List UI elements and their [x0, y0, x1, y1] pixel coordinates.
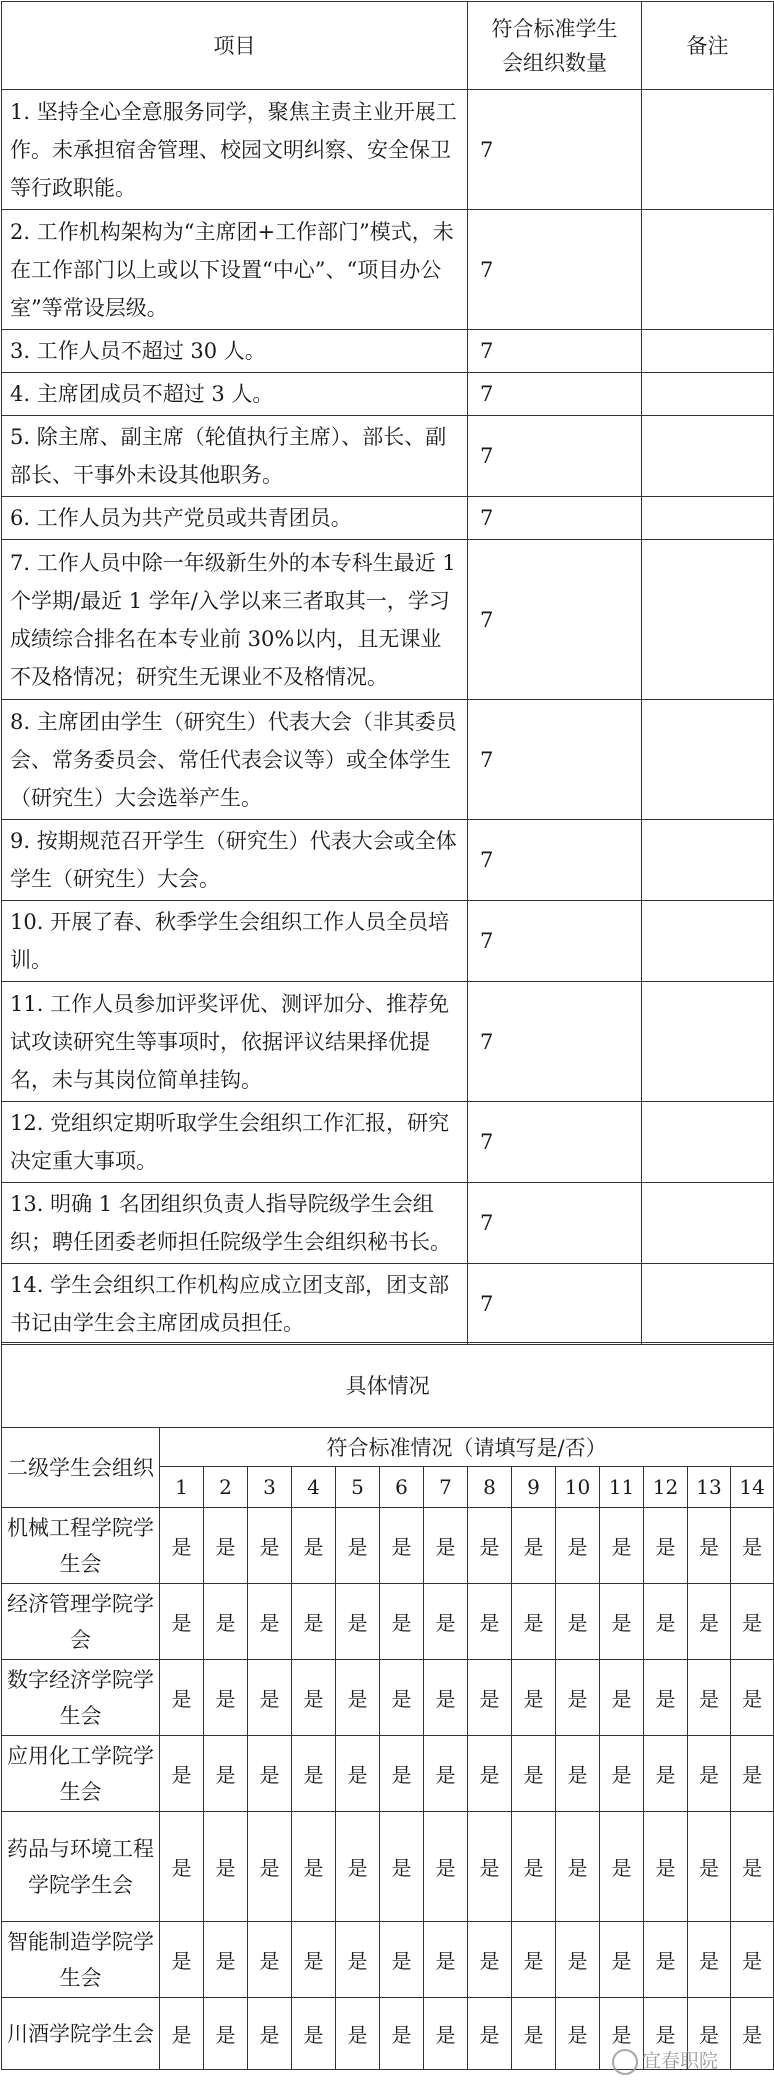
item-note: [642, 416, 774, 497]
org-name: 经济管理学院学会: [2, 1584, 160, 1660]
item-count: 7: [468, 373, 642, 416]
criterion-value: 是: [424, 1508, 468, 1584]
criterion-value: 是: [336, 1812, 380, 1922]
criterion-value: 是: [644, 1660, 688, 1736]
criterion-value: 是: [556, 1736, 600, 1812]
criterion-value: 是: [292, 1584, 336, 1660]
item-text: 13. 明确 1 名团组织负责人指导院级学生会组织；聘任团委老师担任院级学生会组织秘书长。: [2, 1183, 468, 1264]
criterion-value: 是: [556, 1812, 600, 1922]
criterion-value: 是: [600, 1508, 644, 1584]
item-note: [642, 497, 774, 540]
item-row: [2, 1102, 774, 1183]
criterion-value: 是: [688, 1508, 731, 1584]
criterion-value: 是: [204, 1812, 248, 1922]
org-row: [2, 1922, 774, 1998]
criterion-index: 3: [248, 1467, 292, 1508]
org-row: [2, 1660, 774, 1736]
criterion-value: 是: [688, 1812, 731, 1922]
criterion-value: 是: [160, 1812, 204, 1922]
criterion-value: 是: [556, 1922, 600, 1998]
org-name: 川酒学院学生会: [2, 1998, 160, 2070]
item-note: [642, 901, 774, 982]
criterion-value: 是: [160, 1660, 204, 1736]
criterion-value: 是: [512, 1812, 556, 1922]
criterion-index: 14: [731, 1467, 774, 1508]
criterion-value: 是: [380, 1812, 424, 1922]
item-count: 7: [468, 1264, 642, 1345]
watermark: [612, 2046, 718, 2075]
criterion-value: 是: [336, 1736, 380, 1812]
item-note: [642, 373, 774, 416]
item-count: 7: [468, 330, 642, 373]
criterion-value: 是: [248, 1812, 292, 1922]
item-row: [2, 497, 774, 540]
criterion-value: 是: [248, 1736, 292, 1812]
criterion-value: 是: [160, 1998, 204, 2070]
detail-body: [2, 1343, 774, 2070]
criterion-value: 是: [424, 1736, 468, 1812]
criterion-value: 是: [644, 1812, 688, 1922]
item-text: 8. 主席团由学生（研究生）代表大会（非其委员会、常务委员会、常任代表会议等）或全体学生（研究生）大会选举产生。: [2, 700, 468, 820]
item-row: [2, 820, 774, 901]
criterion-value: 是: [424, 1998, 468, 2070]
criterion-value: 是: [600, 1660, 644, 1736]
org-name: 应用化工学院学生会: [2, 1736, 160, 1812]
criterion-value: 是: [688, 1922, 731, 1998]
criterion-index: 2: [204, 1467, 248, 1508]
item-text: 6. 工作人员为共产党员或共青团员。: [2, 497, 468, 540]
criterion-index: 5: [336, 1467, 380, 1508]
criterion-value: 是: [160, 1584, 204, 1660]
org-name: 数字经济学院学生会: [2, 1660, 160, 1736]
criterion-value: 是: [731, 1812, 774, 1922]
item-note: [642, 982, 774, 1102]
item-count: 7: [468, 700, 642, 820]
item-row: [2, 901, 774, 982]
item-text: 11. 工作人员参加评奖评优、测评加分、推荐免试攻读研究生等事项时，依据评议结果择优提名，未与其岗位简单挂钩。: [2, 982, 468, 1102]
item-note: [642, 700, 774, 820]
item-row: [2, 373, 774, 416]
criterion-index: 11: [600, 1467, 644, 1508]
org-row: [2, 1736, 774, 1812]
note-header: 备注: [642, 2, 774, 90]
item-count: 7: [468, 90, 642, 210]
item-text: 14. 学生会组织工作机构应成立团支部，团支部书记由学生会主席团成员担任。: [2, 1264, 468, 1345]
item-text: 4. 主席团成员不超过 3 人。: [2, 373, 468, 416]
item-count: 7: [468, 820, 642, 901]
criterion-value: 是: [731, 1922, 774, 1998]
detail-table: [1, 1342, 774, 2070]
item-note: [642, 1264, 774, 1345]
item-note: [642, 330, 774, 373]
item-text: 12. 党组织定期听取学生会组织工作汇报，研究决定重大事项。: [2, 1102, 468, 1183]
criterion-value: 是: [424, 1812, 468, 1922]
criterion-value: 是: [204, 1998, 248, 2070]
criterion-value: 是: [380, 1998, 424, 2070]
criterion-value: 是: [292, 1812, 336, 1922]
criterion-value: 是: [336, 1508, 380, 1584]
criterion-value: 是: [731, 1508, 774, 1584]
criterion-value: 是: [644, 1922, 688, 1998]
org-row: [2, 1812, 774, 1922]
criterion-value: 是: [204, 1508, 248, 1584]
item-count: 7: [468, 210, 642, 330]
criterion-value: 是: [336, 1584, 380, 1660]
criterion-value: 是: [468, 1508, 512, 1584]
criterion-value: 是: [468, 1660, 512, 1736]
criterion-value: 是: [731, 1584, 774, 1660]
item-count: 7: [468, 416, 642, 497]
criterion-index: 6: [380, 1467, 424, 1508]
criterion-value: 是: [731, 1736, 774, 1812]
item-count: 7: [468, 1183, 642, 1264]
item-count: 7: [468, 1102, 642, 1183]
criterion-index: 9: [512, 1467, 556, 1508]
criterion-value: 是: [292, 1508, 336, 1584]
criterion-value: 是: [556, 1584, 600, 1660]
criterion-value: 是: [380, 1584, 424, 1660]
criterion-value: 是: [380, 1660, 424, 1736]
detail-title: 具体情况: [2, 1343, 774, 1428]
criterion-index: 7: [424, 1467, 468, 1508]
criterion-value: 是: [688, 1660, 731, 1736]
criterion-value: 是: [380, 1508, 424, 1584]
criterion-value: 是: [248, 1922, 292, 1998]
item-text: 7. 工作人员中除一年级新生外的本专科生最近 1 个学期/最近 1 学年/入学以来三者取其一，学习成绩综合排名在本专业前 30%以内，且无课业不及格情况；研究生无课业不及格情况。: [2, 540, 468, 700]
items-body: [2, 90, 774, 1345]
criterion-value: 是: [600, 1922, 644, 1998]
criterion-index: 8: [468, 1467, 512, 1508]
criterion-value: 是: [600, 1584, 644, 1660]
item-note: [642, 1183, 774, 1264]
criteria-header: 符合标准情况（请填写是/否）: [160, 1428, 774, 1467]
item-row: [2, 90, 774, 210]
criterion-value: 是: [292, 1998, 336, 2070]
item-text: 2. 工作机构架构为“主席团+工作部门”模式，未在工作部门以上或以下设置“中心”、“项目办公室”等常设层级。: [2, 210, 468, 330]
criterion-value: 是: [204, 1584, 248, 1660]
item-text: 10. 开展了春、秋季学生会组织工作人员全员培训。: [2, 901, 468, 982]
criterion-value: 是: [644, 1584, 688, 1660]
criterion-index: 1: [160, 1467, 204, 1508]
standards-table: [1, 1, 774, 1345]
criterion-value: 是: [160, 1922, 204, 1998]
criterion-value: 是: [160, 1736, 204, 1812]
item-note: [642, 210, 774, 330]
criterion-value: 是: [424, 1584, 468, 1660]
org-row: [2, 1508, 774, 1584]
criterion-value: 是: [336, 1660, 380, 1736]
criterion-value: 是: [468, 1922, 512, 1998]
item-text: 3. 工作人员不超过 30 人。: [2, 330, 468, 373]
org-name: 药品与环境工程学院学生会: [2, 1812, 160, 1922]
item-count: 7: [468, 982, 642, 1102]
criterion-index: 12: [644, 1467, 688, 1508]
item-text: 9. 按期规范召开学生（研究生）代表大会或全体学生（研究生）大会。: [2, 820, 468, 901]
criterion-value: 是: [512, 1998, 556, 2070]
criterion-value: 是: [600, 1998, 644, 2070]
item-count: 7: [468, 901, 642, 982]
criterion-value: 是: [292, 1736, 336, 1812]
org-row: [2, 1584, 774, 1660]
criterion-value: 是: [380, 1736, 424, 1812]
criterion-value: 是: [556, 1660, 600, 1736]
criterion-value: 是: [336, 1998, 380, 2070]
criterion-value: 是: [468, 1998, 512, 2070]
criterion-value: 是: [600, 1736, 644, 1812]
criterion-value: 是: [248, 1584, 292, 1660]
criterion-value: 是: [292, 1660, 336, 1736]
criterion-value: 是: [248, 1508, 292, 1584]
watermark-text: 宜春职院: [642, 2050, 719, 2072]
wechat-icon: [612, 2049, 638, 2075]
item-count: 7: [468, 540, 642, 700]
criterion-index: 10: [556, 1467, 600, 1508]
criterion-index: 4: [292, 1467, 336, 1508]
criterion-value: 是: [424, 1922, 468, 1998]
item-note: [642, 540, 774, 700]
criterion-value: 是: [160, 1508, 204, 1584]
count-header: 符合标准学生会组织数量: [468, 2, 642, 90]
criterion-value: 是: [248, 1998, 292, 2070]
item-row: [2, 700, 774, 820]
criterion-value: 是: [556, 1998, 600, 2070]
criterion-value: 是: [731, 1998, 774, 2070]
criterion-value: 是: [468, 1736, 512, 1812]
criterion-value: 是: [512, 1660, 556, 1736]
criterion-value: 是: [644, 1736, 688, 1812]
criterion-value: 是: [731, 1660, 774, 1736]
criterion-value: 是: [248, 1660, 292, 1736]
item-row: [2, 1264, 774, 1345]
org-name: 机械工程学院学生会: [2, 1508, 160, 1584]
item-row: [2, 210, 774, 330]
criterion-value: 是: [204, 1736, 248, 1812]
criterion-value: 是: [512, 1922, 556, 1998]
criterion-value: 是: [644, 1998, 688, 2070]
criterion-value: 是: [512, 1736, 556, 1812]
criterion-value: 是: [556, 1508, 600, 1584]
criterion-value: 是: [468, 1584, 512, 1660]
item-row: [2, 540, 774, 700]
criterion-value: 是: [688, 1584, 731, 1660]
criterion-value: 是: [512, 1584, 556, 1660]
item-count: 7: [468, 497, 642, 540]
item-note: [642, 1102, 774, 1183]
criterion-value: 是: [336, 1922, 380, 1998]
criterion-value: 是: [512, 1508, 556, 1584]
item-note: [642, 90, 774, 210]
item-text: 5. 除主席、副主席（轮值执行主席）、部长、副部长、干事外未设其他职务。: [2, 416, 468, 497]
criterion-value: 是: [204, 1660, 248, 1736]
item-header: 项目: [2, 2, 468, 90]
criterion-value: 是: [380, 1922, 424, 1998]
org-name: 智能制造学院学生会: [2, 1922, 160, 1998]
criterion-value: 是: [644, 1508, 688, 1584]
item-note: [642, 820, 774, 901]
item-row: [2, 1183, 774, 1264]
item-row: [2, 416, 774, 497]
criterion-index: 13: [688, 1467, 731, 1508]
item-row: [2, 982, 774, 1102]
criterion-value: 是: [468, 1812, 512, 1922]
item-text: 1. 坚持全心全意服务同学，聚焦主责主业开展工作。未承担宿舍管理、校园文明纠察、安全保卫等行政职能。: [2, 90, 468, 210]
criterion-value: 是: [424, 1660, 468, 1736]
criterion-value: 是: [600, 1812, 644, 1922]
criterion-value: 是: [292, 1922, 336, 1998]
criterion-value: 是: [688, 1736, 731, 1812]
org-header: 二级学生会组织: [2, 1428, 160, 1508]
criterion-value: 是: [688, 1998, 731, 2070]
criterion-value: 是: [204, 1922, 248, 1998]
item-row: [2, 330, 774, 373]
